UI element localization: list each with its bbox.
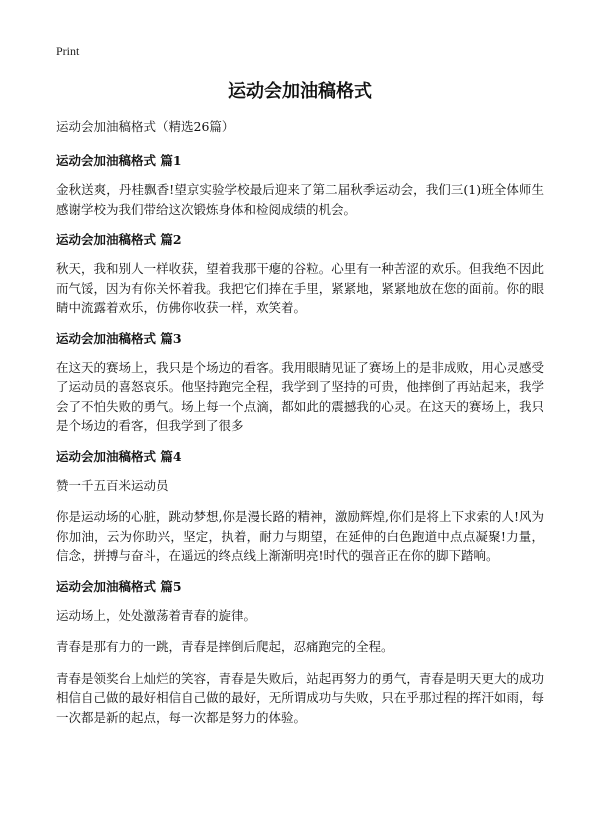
section-heading: 运动会加油稿格式 篇4 xyxy=(56,448,182,464)
paragraph: 赞一千五百米运动员 xyxy=(56,477,169,493)
section-4 xyxy=(56,448,544,566)
paragraph: 金秋送爽，丹桂飘香!望京实验学校最后迎来了第二届秋季运动会，我们三(1)班全体师生感谢学校为我们带给这次锻炼身体和检阅成绩的机会。 xyxy=(56,182,544,217)
section-3 xyxy=(56,330,544,436)
paragraph: 秋天，我和别人一样收获，望着我那干瘪的谷粒。心里有一种苦涩的欢乐。但我绝不因此而气馁，因为有你关怀着我。我把它们捧在手里，紧紧地，紧紧地放在您的面前。你的眼睛中流露着欢乐，仿佛你收获一样，欢笑着。 xyxy=(56,261,544,315)
section-1 xyxy=(56,152,544,219)
section-heading: 运动会加油稿格式 篇2 xyxy=(56,232,182,247)
paragraph: 在这天的赛场上，我只是个场边的看客。我用眼睛见证了赛场上的是非成败，用心灵感受了运动员的喜怒哀乐。他坚持跑完全程，我学到了坚持的可贵，他摔倒了再站起来，我学会了不怕失败的勇气。场上每一个点滴，都如此的震撼我的心灵。在这天的赛场上，我只是个场边的看客，但我学到了很多 xyxy=(56,359,544,433)
section-5 xyxy=(56,578,544,728)
section-heading: 运动会加油稿格式 篇3 xyxy=(56,330,182,346)
page-subtitle: 运动会加油稿格式（精选26篇） xyxy=(56,119,235,134)
section-heading: 运动会加油稿格式 篇1 xyxy=(56,153,182,168)
section-2 xyxy=(56,231,544,318)
paragraph: 青春是那有力的一跳，青春是摔倒后爬起，忍痛跑完的全程。 xyxy=(56,639,394,654)
paragraph: 青春是领奖台上灿烂的笑容，青春是失败后，站起再努力的勇气，青春是明天更大的成功相信自己做的最好相信自己做的最好，无所谓成功与失败，只在乎那过程的挥汗如雨，每一次都是新的起点，每一次都是努力的体验。 xyxy=(56,670,544,725)
page-title: 运动会加油稿格式 xyxy=(228,81,372,102)
section-heading: 运动会加油稿格式 篇5 xyxy=(56,578,182,594)
paragraph: 你是运动场的心脏，跳动梦想,你是漫长路的精神，激励辉煌,你们是将上下求索的人!风为你加油，云为你助兴，坚定，执着，耐力与期望，在延伸的白色跑道中点点凝聚!力量，信念，拼搏与奋斗，在遥远的终点线上渐渐明亮!时代的强音正在你的脚下踏响。 xyxy=(56,509,544,563)
print-link[interactable]: Print xyxy=(56,44,80,58)
paragraph: 运动场上，处处激荡着青春的旋律。 xyxy=(56,607,257,623)
